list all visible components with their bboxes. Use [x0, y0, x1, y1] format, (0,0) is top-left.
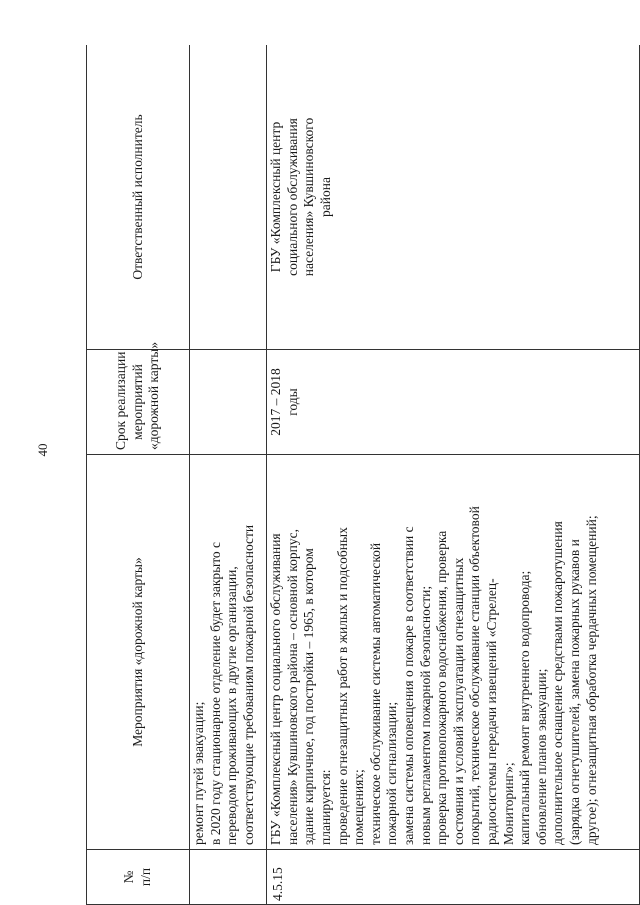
- activity-line: переводом проживающих в другие организации,: [224, 566, 240, 845]
- activity-line: другое); огнезащитная обработка чердачных помещений;: [583, 515, 599, 845]
- activity-line: пожарной сигнализации;: [384, 701, 400, 845]
- activity-line: проведение огнезащитных работ в жилых и подсобных: [334, 527, 350, 845]
- activity-line: Мониторинг»;: [500, 762, 516, 845]
- activity-line: соответствующие требованиям пожарной безопасности: [240, 524, 256, 845]
- activity-line: радиосистемы передачи извещений «Стрелец-: [483, 578, 499, 845]
- continued-responsible-cell: [190, 45, 267, 350]
- activity-line: ГБУ «Комплексный центр социального обслуживания: [268, 533, 284, 845]
- header-term-line: мероприятий: [129, 364, 145, 440]
- row-number-cell: 4.5.15: [267, 850, 640, 905]
- activity-line: (зарядка огнетушителей, замена пожарных рукавов и: [566, 539, 582, 845]
- page-number: 40: [35, 443, 50, 457]
- roadmap-table-rotated: [86, 45, 640, 905]
- activity-line: помещениях;: [351, 769, 367, 845]
- activity-line: населения» Кувшиновского района – основной корпус,: [284, 529, 300, 845]
- table-header-row: [87, 45, 190, 905]
- roadmap-table: [86, 45, 640, 905]
- activity-line: покрытий, техническое обслуживание станции объектовой: [467, 506, 483, 845]
- continued-number-cell: [190, 850, 267, 905]
- activity-line: новым регламентом пожарной безопасности;: [417, 585, 433, 845]
- activity-line: ремонт путей эвакуации;: [191, 701, 206, 845]
- activity-line: техническое обслуживание системы автоматической: [367, 542, 383, 845]
- header-term: [87, 341, 190, 455]
- header-responsible: Ответственный исполнитель: [87, 45, 190, 350]
- rotated-table-area: [86, 45, 640, 905]
- row-term-cell: 2017 – 2018 годы: [267, 350, 640, 455]
- continued-term-cell: [190, 350, 267, 455]
- activity-line: проверка противопожарного водоснабжения, проверка: [434, 530, 450, 845]
- header-term-line: Срок реализации: [113, 351, 129, 450]
- row-responsible-cell: [267, 45, 640, 350]
- header-activities: Мероприятия «дорожной карты»: [87, 455, 190, 850]
- responsible-line: района: [318, 177, 333, 217]
- responsible-line: населения» Кувшиновского: [301, 117, 317, 277]
- table-row-continued: [190, 45, 267, 905]
- activity-line: состояния и условий эксплуатации огнезащитных: [450, 557, 466, 845]
- activity-line: дополнительное оснащение средствами пожаротушения: [550, 521, 566, 845]
- header-number-line: №: [121, 870, 137, 884]
- responsible-line: социального обслуживания: [284, 118, 300, 276]
- row-activities-cell: [267, 455, 640, 850]
- responsible-line: ГБУ «Комплексный центр: [268, 121, 284, 273]
- activity-line: планируется:: [318, 769, 333, 845]
- continued-activities-cell: [190, 455, 267, 850]
- activity-line: обновление планов эвакуации;: [533, 668, 549, 845]
- header-term-line: «дорожной карты»: [146, 341, 162, 450]
- header-number: [87, 850, 190, 905]
- table-row-4-5-15: [267, 45, 640, 905]
- activity-line: замена системы оповещения о пожаре в соответствии с: [400, 526, 416, 845]
- activity-line: капитальный ремонт внутреннего водопровода;: [517, 570, 533, 845]
- activity-line: в 2020 году стационарное отделение будет закрыто с: [207, 541, 223, 845]
- header-number-line: п/п: [138, 867, 153, 887]
- activity-line: здание кирпичное, год постройки – 1965, в котором: [301, 548, 317, 845]
